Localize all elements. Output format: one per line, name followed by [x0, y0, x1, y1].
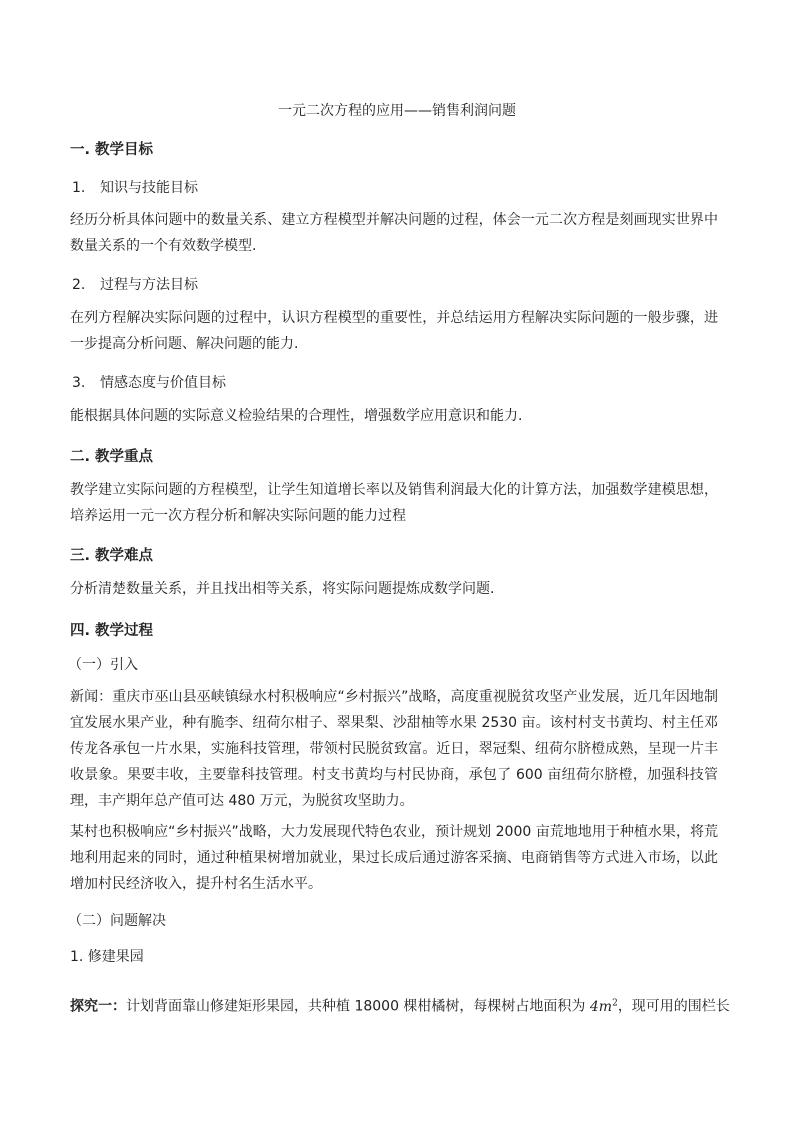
subheading-build-orchard: 1. 修建果园: [70, 949, 144, 965]
subheading-introduction: （一）引入: [68, 657, 138, 673]
explore-one: [70, 990, 730, 1020]
paragraph-process-goals: 在列方程解决实际问题的过程中，认识方程模型的重要性，并总结运用方程解决实际问题的一般步骤，进一步提高分析问题、解决问题的能力.: [70, 310, 718, 352]
subheading-problem-solving: （二）问题解决: [68, 913, 166, 929]
paragraph-village: 某村也积极响应“乡村振兴”战略，大力发展现代特色农业，预计规划 2000 亩荒地地用于种植水果，将荒地利用起来的同时，通过种植果树增加就业，果过长成后通过游客采摘、电商销售等方式进入市场，以此增加村民经济收入，提升村名生活水平。: [70, 824, 718, 892]
formula-base: 4m: [589, 998, 613, 1015]
paragraph-attitude-goals: 能根据具体问题的实际意义检验结果的合理性，增强数学应用意识和能力.: [70, 408, 523, 424]
explore-tail: ，现可用的围栏长: [617, 998, 730, 1015]
heading-teaching-goals: 一. 教学目标: [70, 142, 154, 158]
subheading-attitude-goals: [72, 372, 226, 392]
subheading-knowledge-goals: [72, 177, 198, 197]
heading-teaching-process: 四. 教学过程: [70, 623, 154, 639]
subheading-number: 3.: [72, 375, 86, 391]
paragraph-news: 新闻：重庆市巫山县巫峡镇绿水村积极响应“乡村振兴”战略，高度重视脱贫攻坚产业发展，近几年因地制宜发展水果产业，种有脆李、纽荷尔柑子、翠果梨、沙甜柚等水果 2530 亩。该村村支书黄均、村主任邓传龙各承包一片水果，实施科技管理，带领村民脱贫致富。近日，翠冠梨、纽荷尔脐橙成熟，呈现一片丰收景象。果要丰收，主要靠科技管理。村支书黄均与村民协商，承包了 600 亩纽荷尔脐橙，加强科技管理，丰产期年总产值可达 480 万元，为脱贫攻坚助力。: [70, 689, 718, 809]
paragraph-difficulties: 分析清楚数量关系，并且找出相等关系，将实际问题提炼成数学问题.: [70, 581, 495, 597]
area-formula: [590, 999, 618, 1015]
subheading-label: 知识与技能目标: [100, 180, 198, 196]
formula-exponent: 2: [612, 998, 618, 1008]
subheading-number: 2.: [72, 277, 86, 293]
paragraph-key-points: 教学建立实际问题的方程模型，让学生知道增长率以及销售利润最大化的计算方法，加强数学建模思想，培养运用一元一次方程分析和解决实际问题的能力过程: [70, 482, 718, 524]
subheading-number: 1.: [72, 180, 86, 196]
heading-difficulties: 三. 教学难点: [70, 548, 154, 564]
document-title: 一元二次方程的应用——销售利润问题: [278, 103, 516, 119]
subheading-label: 过程与方法目标: [100, 277, 198, 293]
heading-key-points: 二. 教学重点: [70, 449, 154, 465]
explore-text: 计划背面靠山修建矩形果园，共种植 18000 棵柑橘树，每棵树占地面积为: [126, 998, 586, 1015]
paragraph-knowledge-goals: 经历分析具体问题中的数量关系、建立方程模型并解决问题的过程，体会一元二次方程是刻画现实世界中数量关系的一个有效数学模型.: [70, 212, 718, 254]
subheading-label: 情感态度与价值目标: [100, 375, 226, 391]
explore-label: 探究一：: [70, 998, 126, 1015]
subheading-process-goals: [72, 274, 198, 294]
